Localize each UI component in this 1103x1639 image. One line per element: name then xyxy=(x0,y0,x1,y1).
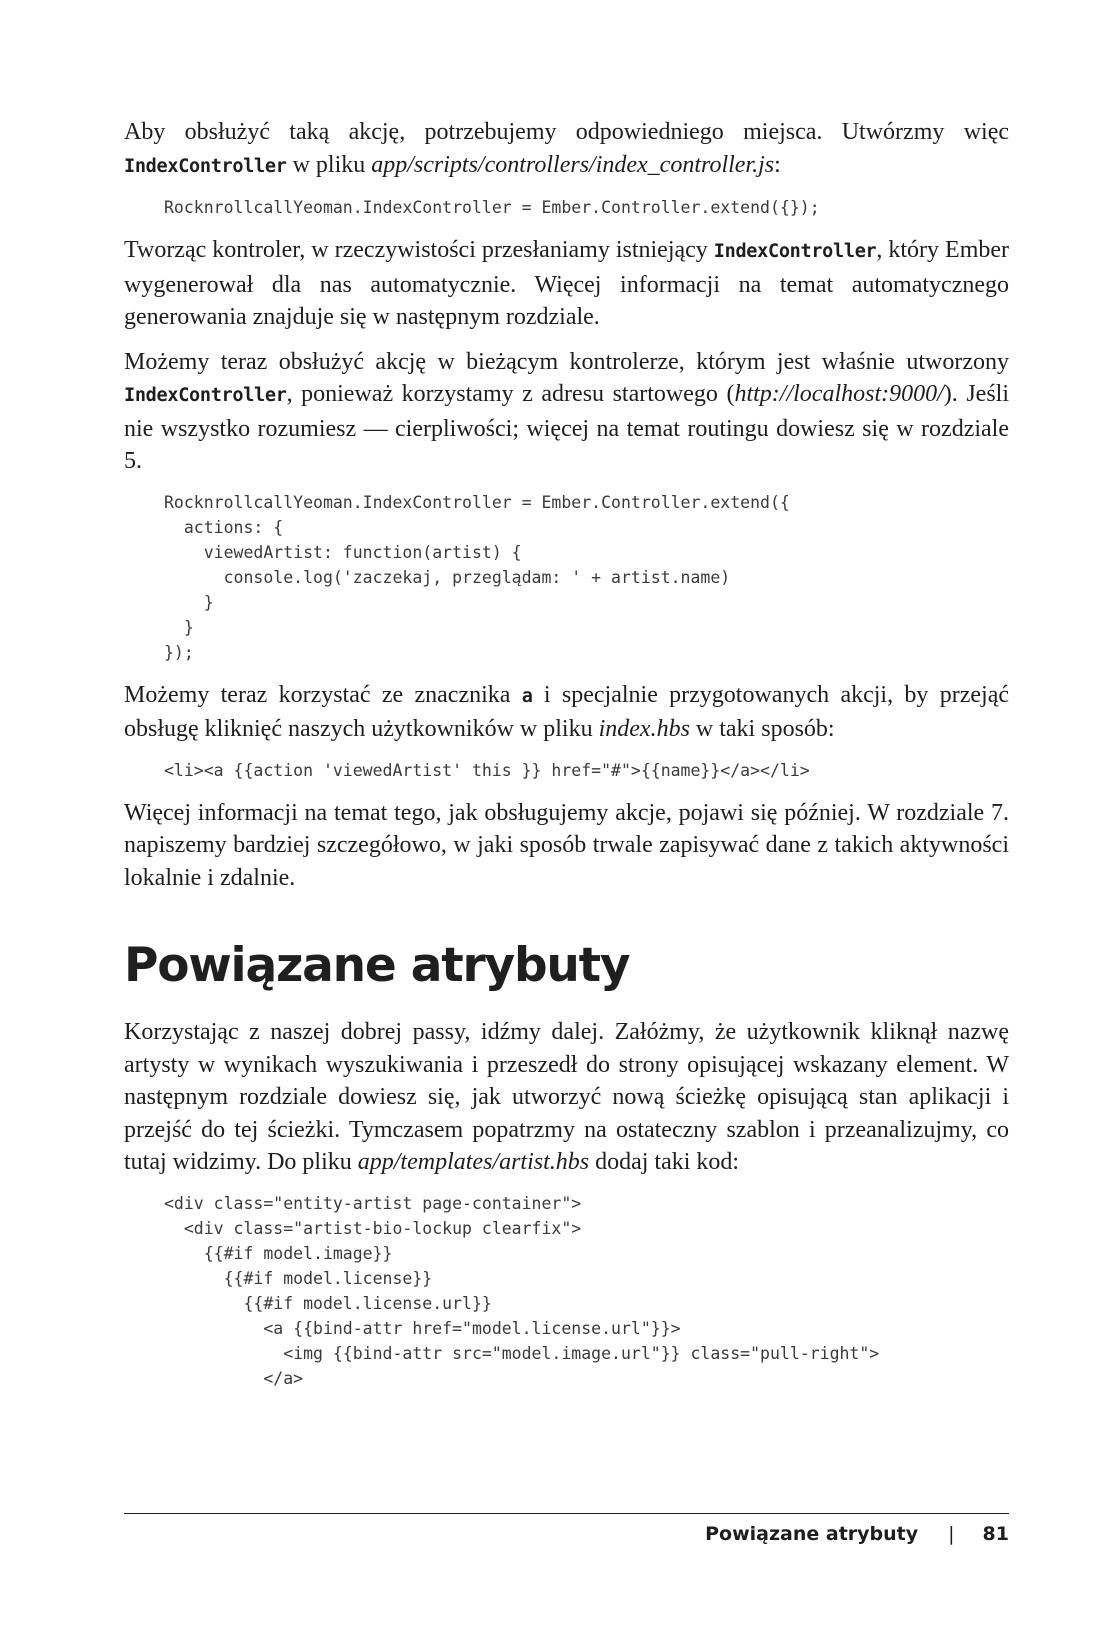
code-line: viewedArtist: function(artist) { xyxy=(164,542,522,562)
code-line: <div class="artist-bio-lockup clearfix"> xyxy=(164,1218,582,1238)
text: , ponieważ korzystamy z adresu startowego ( xyxy=(286,381,735,407)
code-block-4 xyxy=(164,1191,1009,1391)
text: Możemy teraz obsłużyć akcję w bieżącym kontrolerze, którym jest właśnie utworzony xyxy=(124,348,1009,375)
text: Więcej informacji na temat tego, jak obsługujemy akcje, pojawi się później. W rozdziale 7. napiszemy bardziej szczegółowo, w jaki sposób trwale zapisywać dane z takich aktywności lokalnie i zdalnie. xyxy=(124,799,1009,891)
page-number: 81 xyxy=(982,1523,1009,1545)
file-path: app/templates/artist.hbs xyxy=(357,1149,590,1175)
text: i specjalnie przygotowanych akcji, by przejąć obsługę kliknięć naszych użytkowników w pliku xyxy=(124,681,1009,742)
inline-code: IndexController xyxy=(124,155,287,177)
section-heading: Powiązane atrybuty xyxy=(124,938,630,993)
text: , który Ember wygenerował dla nas automatycznie. Więcej informacji na temat automatycznego generowania znajduje się w następnym rozdziale. xyxy=(124,237,1010,330)
code-line: {{#if model.image}} xyxy=(164,1243,393,1263)
text: Tworząc kontroler, w rzeczywistości przesłaniamy istniejący xyxy=(124,237,714,263)
paragraph-5 xyxy=(124,797,1009,895)
footer-section-title: Powiązane atrybuty xyxy=(705,1523,919,1545)
text: w taki sposób: xyxy=(689,716,835,742)
code-block-2 xyxy=(164,490,1009,665)
code-line: <a {{bind-attr href="model.license.url"}}> xyxy=(164,1318,681,1338)
code-block-3 xyxy=(164,758,1009,783)
url-text: http://localhost:9000/ xyxy=(734,381,944,407)
paragraph-6 xyxy=(124,1016,1009,1179)
code-line: } xyxy=(164,617,194,637)
paragraph-3 xyxy=(124,346,1009,478)
text: Aby obsłużyć taką akcję, potrzebujemy odpowiedniego miejsca. Utwórzmy więc xyxy=(124,119,1009,145)
file-path: app/scripts/controllers/index_controller.js xyxy=(371,151,775,178)
code-line: <div class="entity-artist page-container"> xyxy=(164,1193,582,1213)
code-line: <li><a {{action 'viewedArtist' this }} href="#">{{name}}</a></li> xyxy=(164,760,810,780)
text: dodaj taki kod: xyxy=(589,1149,740,1175)
paragraph-4 xyxy=(124,679,1009,746)
code-line: {{#if model.license}} xyxy=(164,1268,433,1288)
paragraph-1 xyxy=(124,116,1009,183)
code-line: actions: { xyxy=(164,517,284,537)
text: Możemy teraz korzystać ze znacznika xyxy=(124,681,522,708)
paragraph-2 xyxy=(124,234,1009,334)
footer-divider xyxy=(124,1513,1009,1514)
text: ). Jeśli nie wszystko rozumiesz — cierpliwości; więcej na temat routingu dowiesz się w rozdziale 5. xyxy=(124,381,1009,474)
code-block-1 xyxy=(164,195,1009,220)
page-footer xyxy=(705,1523,1009,1545)
text: w pliku xyxy=(286,151,372,178)
text: : xyxy=(774,151,781,178)
code-line: console.log('zaczekaj, przeglądam: ' + artist.name) xyxy=(164,567,731,587)
footer-separator: | xyxy=(948,1523,955,1545)
page-content xyxy=(124,116,1009,1405)
inline-code: IndexController xyxy=(124,385,287,406)
inline-code: a xyxy=(521,685,533,707)
text: Korzystając z naszej dobrej passy, idźmy dalej. Załóżmy, że użytkownik kliknął nazwę artysty w wynikach wyszukiwania i przeszedł do strony opisującej wskazany element. W następnym rozdziale dowiesz się, jak utworzyć nową ścieżkę opisującą stan aplikacji i przejść do tej ścieżki. Tymczasem popatrzmy na ostateczny szablon i przeanalizujmy, co tutaj widzimy. Do pliku xyxy=(124,1019,1009,1175)
code-line: <img {{bind-attr src="model.image.url"}} class="pull-right"> xyxy=(164,1343,880,1363)
inline-code: IndexController xyxy=(713,241,877,262)
file-path: index.hbs xyxy=(598,716,690,742)
code-line: {{#if model.license.url}} xyxy=(164,1293,492,1313)
code-line: RocknrollcallYeoman.IndexController = Ember.Controller.extend({ xyxy=(164,492,790,512)
code-line: </a> xyxy=(164,1368,304,1388)
code-line: } xyxy=(164,592,214,612)
code-line: RocknrollcallYeoman.IndexController = Ember.Controller.extend({}); xyxy=(164,198,820,217)
code-line: }); xyxy=(164,642,194,662)
